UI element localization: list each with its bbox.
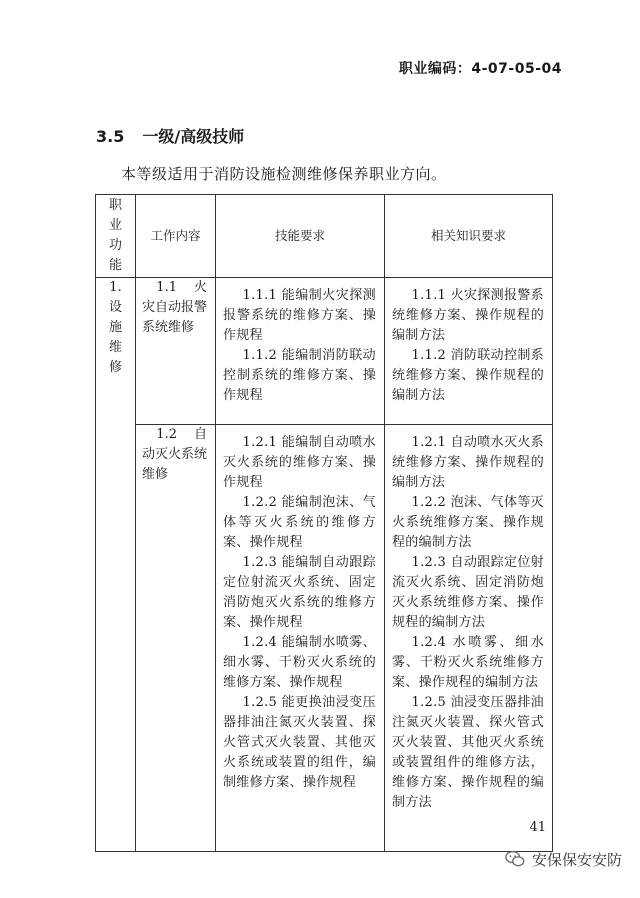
section-heading	[96, 124, 244, 147]
skill-cell	[216, 278, 385, 425]
page-number: 41	[529, 820, 546, 835]
header-skill: 技能要求	[216, 195, 385, 278]
table-row	[96, 278, 553, 425]
section-number: 3.5	[96, 127, 125, 146]
skill-item: 1.2.3 能编制自动跟踪定位射流灭火系统、固定消防炮灭火系统的维修方案、操作规程	[223, 555, 376, 630]
skills-table	[95, 194, 553, 852]
intro-text: 本等级适用于消防设施检测维修保养职业方向。	[121, 165, 447, 183]
work-content-cell: 1.1 火灾自动报警系统维修	[136, 278, 216, 425]
function-number: 1.	[109, 280, 122, 295]
wechat-icon	[504, 848, 526, 870]
skill-item: 1.2.1 能编制自动喷水灭火系统的维修方案、操作规程	[223, 435, 376, 490]
watermark	[504, 848, 622, 870]
knowledge-cell	[385, 278, 553, 425]
knowledge-item: 1.2.5 油浸变压器排油注氮灭火装置、探火管式灭火装置、其他灭火系统或装置组件的维修方法，维修方案、操作规程的编制方法	[392, 695, 544, 810]
watermark-text: 安保保安安防	[531, 850, 622, 869]
function-cell	[96, 278, 136, 852]
table-row	[96, 425, 553, 852]
knowledge-item: 1.1.1 火灾探测报警系统维修方案、操作规程的编制方法	[392, 288, 544, 343]
skill-item: 1.2.2 能编制泡沫、气体等灭火系统的维修方案、操作规程	[223, 495, 376, 550]
knowledge-item: 1.2.4 水喷雾、细水雾、干粉灭火系统维修方案、操作规程的编制方法	[392, 635, 544, 690]
section-title: 一级/高级技师	[142, 127, 245, 146]
header-knowledge: 相关知识要求	[385, 195, 553, 278]
work-content-cell: 1.2 自动灭火系统维修	[136, 425, 216, 852]
header-work: 工作内容	[136, 195, 216, 278]
skill-item: 1.1.1 能编制火灾探测报警系统的维修方案、操作规程	[223, 288, 376, 343]
knowledge-cell	[385, 425, 553, 852]
header-function: 职业功能	[96, 195, 136, 278]
occupation-code: 职业编码：4-07-05-04	[398, 61, 562, 77]
skill-item: 1.1.2 能编制消防联动控制系统的维修方案、操作规程	[223, 348, 376, 403]
skill-cell	[216, 425, 385, 852]
skill-item: 1.2.5 能更换油浸变压器排油注氮灭火装置、探火管式灭火装置、其他灭火系统或装置的组件，编制维修方案、操作规程	[223, 695, 376, 790]
function-name: 设施维修	[108, 300, 122, 375]
knowledge-item: 1.2.1 自动喷水灭火系统维修方案、操作规程的编制方法	[392, 435, 544, 490]
knowledge-item: 1.2.2 泡沫、气体等灭火系统维修方案、操作规程的编制方法	[392, 495, 544, 550]
table-header-row	[96, 195, 553, 278]
knowledge-item: 1.1.2 消防联动控制系统维修方案、操作规程的编制方法	[392, 348, 544, 403]
knowledge-item: 1.2.3 自动跟踪定位射流灭火系统、固定消防炮灭火系统维修方案、操作规程的编制方法	[392, 555, 544, 630]
skill-item: 1.2.4 能编制水喷雾、细水雾、干粉灭火系统的维修方案、操作规程	[223, 635, 376, 690]
